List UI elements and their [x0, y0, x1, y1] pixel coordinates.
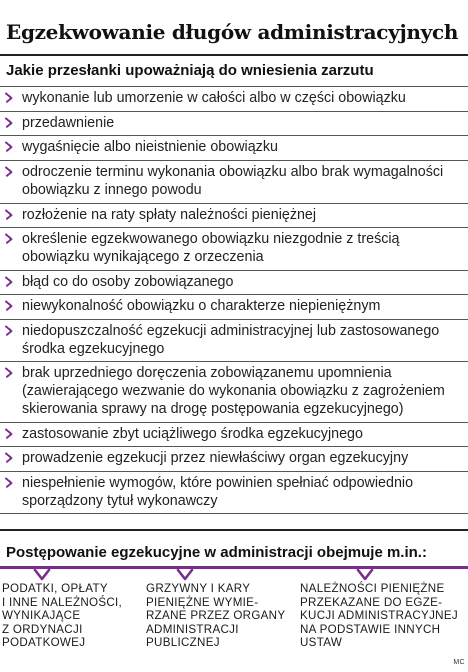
title-divider	[0, 54, 468, 56]
scope-line: USTAW	[300, 636, 343, 649]
author-credit: MC	[453, 659, 465, 666]
list-item-text: wykonanie lub umorzenie w całości albo w części obowiązku	[22, 90, 406, 106]
section-divider	[0, 529, 468, 531]
list-item	[0, 161, 468, 203]
chevron-arrow-icon	[3, 141, 15, 153]
chevron-arrow-icon	[3, 92, 15, 104]
chevron-arrow-icon	[3, 300, 15, 312]
list-item-text: odroczenie terminu wykonania obowiązku albo brak wymagalności	[22, 164, 444, 181]
list-item	[0, 472, 468, 514]
scope-column-tax	[2, 582, 122, 650]
scope-line: Z ORDYNACJI	[2, 622, 83, 636]
list-item-text: obowiązku wynikającego z orzeczenia	[22, 248, 264, 265]
list-item-text: zastosowanie zbyt uciążliwego środka egzekucyjnego	[22, 425, 363, 442]
scope-line: PODATKI, OPŁATY	[2, 582, 108, 595]
list-item	[0, 136, 468, 161]
down-arrow-icon	[33, 567, 51, 583]
chevron-arrow-icon	[3, 325, 15, 337]
list-item-text: przedawnienie	[22, 114, 115, 131]
chevron-arrow-icon	[3, 452, 15, 464]
objection-grounds-list	[0, 86, 468, 514]
list-item-text: (zawierającego wezwanie do wykonania obowiązku z zagrożeniem	[22, 383, 445, 400]
scope-column-other	[300, 582, 458, 650]
chevron-arrow-icon	[3, 209, 15, 221]
scope-line: PIENIĘŻNE WYMIE-	[146, 595, 259, 609]
scope-column-fines	[146, 582, 285, 650]
list-item	[0, 228, 468, 270]
scope-line: GRZYWNY I KARY	[146, 582, 251, 595]
list-item-text: określenie egzekwowanego obowiązku niezgodnie z treścią	[22, 231, 400, 248]
scope-line: ADMINISTRACJI	[146, 622, 239, 636]
list-item	[0, 320, 468, 362]
down-arrow-icon	[176, 567, 194, 583]
list-item	[0, 204, 468, 229]
scope-line: PUBLICZNEJ	[146, 636, 220, 649]
list-item-text: wygaśnięcie albo nieistnienie obowiązku	[22, 139, 278, 156]
list-item-text: błąd co do osoby zobowiązanego	[22, 273, 234, 290]
section-heading-scope: Postępowanie egzekucyjne w administracji obejmuje m.in.:	[6, 544, 427, 561]
list-item-text: prowadzenie egzekucji przez niewłaściwy organ egzekucyjny	[22, 450, 409, 467]
scope-line: NA PODSTAWIE INNYCH	[300, 622, 441, 636]
list-item-text: niewykonalność obowiązku o charakterze niepieniężnym	[22, 298, 381, 315]
chevron-arrow-icon	[3, 477, 15, 489]
chevron-arrow-icon	[3, 276, 15, 288]
list-item	[0, 87, 468, 112]
list-item	[0, 295, 468, 320]
list-item-text: środka egzekucyjnego	[22, 340, 165, 357]
scope-line: KUCJI ADMINISTRACYJNEJ	[300, 609, 458, 622]
list-item	[0, 112, 468, 137]
scope-line: NALEŻNOŚCI PIENIĘŻNE	[300, 582, 445, 595]
scope-line: WYNIKAJĄCE	[2, 609, 81, 622]
list-item-text: niespełnienie wymogów, które powinien spełniać odpowiednio	[22, 474, 414, 491]
scope-line: I INNE NALEŻNOŚCI,	[2, 595, 123, 609]
list-item-text: rozłożenie na raty spłaty należności pieniężnej	[22, 206, 317, 223]
down-arrow-icon	[356, 567, 374, 583]
list-item	[0, 362, 468, 422]
list-item	[0, 447, 468, 472]
list-item-text: niedopuszczalność egzekucji administracyjnej lub zastosowanego	[22, 323, 440, 340]
chevron-arrow-icon	[3, 428, 15, 440]
scope-line: RZANE PRZEZ ORGANY	[146, 609, 286, 622]
chevron-arrow-icon	[3, 367, 15, 379]
section-heading-objections: Jakie przesłanki upoważniają do wniesienia zarzutu	[6, 62, 374, 79]
page-title: Egzekwowanie długów administracyjnych	[6, 20, 459, 44]
scope-line: PRZEKAZANE DO EGZE-	[300, 595, 443, 609]
chevron-arrow-icon	[3, 117, 15, 129]
list-item-text: sporządzony tytuł wykonawczy	[22, 492, 218, 509]
list-item-text: skierowania sprawy na drogę postępowania egzekucyjnego)	[22, 400, 404, 417]
chevron-arrow-icon	[3, 166, 15, 178]
scope-line: PODATKOWEJ	[2, 636, 86, 649]
list-item	[0, 423, 468, 448]
list-item-text: brak uprzedniego doręczenia zobowiązanemu upomnienia	[22, 365, 392, 382]
list-item-text: obowiązku z innego powodu	[22, 181, 202, 198]
chevron-arrow-icon	[3, 233, 15, 245]
accent-bar	[0, 566, 468, 569]
list-item	[0, 271, 468, 296]
